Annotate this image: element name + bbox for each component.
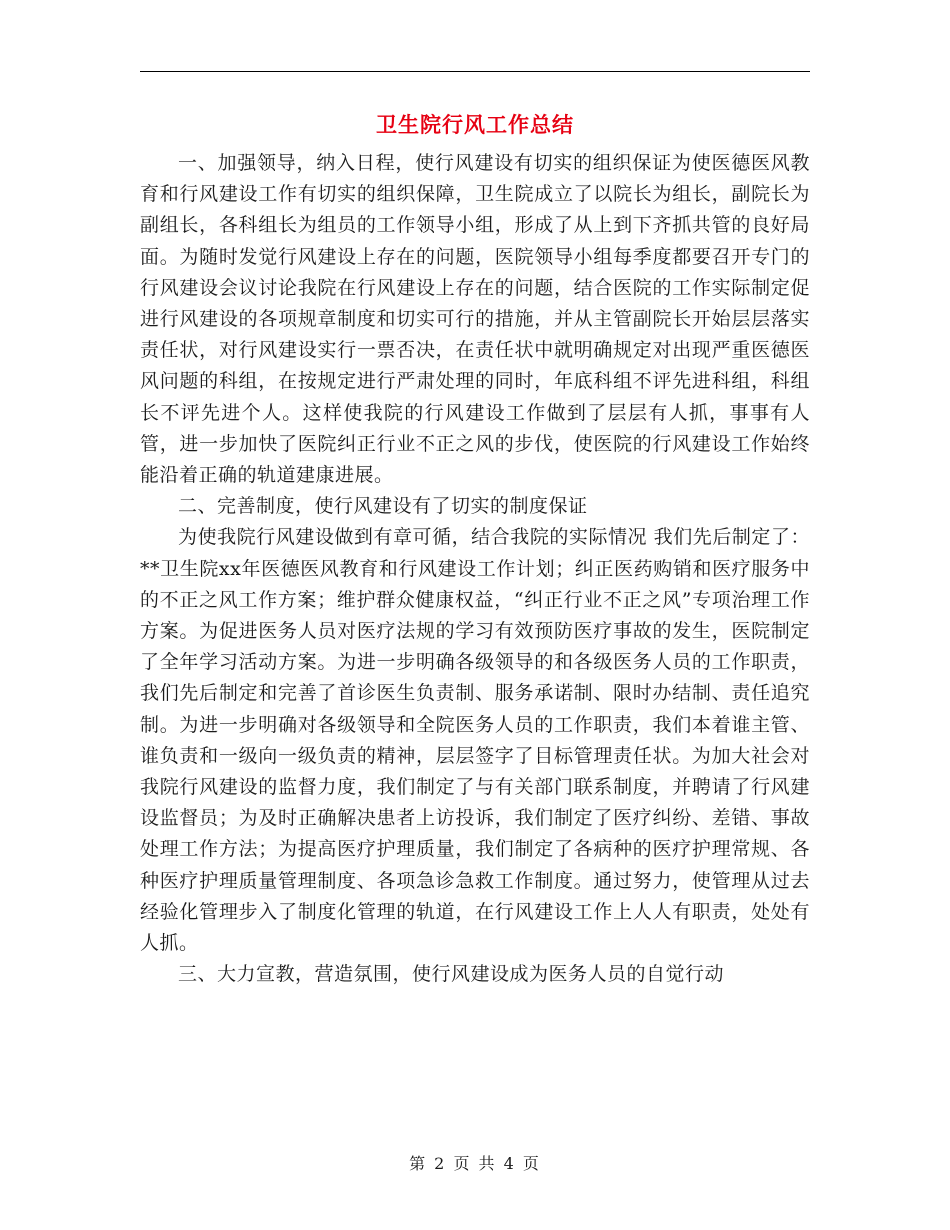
page-number: 第 2 页 共 4 页: [409, 1154, 541, 1173]
section-heading: 三、大力宣教，营造氛围，使行风建设成为医务人员的自觉行动: [178, 963, 725, 986]
paragraph: 一、加强领导，纳入日程，使行风建设有切实的组织保证为使医德医风教育和行风建设工作有切实的组织保障，卫生院成立了以院长为组长，副院长为副组长，各科组长为组员的工作领导小组，形成了从上到下齐抓共管的良好局面。为随时发觉行风建设上存在的问题，医院领导小组每季度都要召开专门的行风建设会议讨论我院在行风建设上存在的问题，结合医院的工作实际制定促进行风建设的各项规章制度和切实可行的措施，并从主管副院长开始层层落实责任状，对行风建设实行一票否决，在责任状中就明确规定对出现严重医德医风问题的科组，在按规定进行严肃处理的同时，年底科组不评先进科组，科组长不评先进个人。这样使我院的行风建设工作做到了层层有人抓，事事有人管，进一步加快了医院纠正行业不正之风的步伐，使医院的行风建设工作始终能沿着正确的轨道建康进展。: [140, 152, 810, 487]
header-rule: [140, 71, 810, 72]
document-title: 卫生院行风工作总结: [376, 112, 574, 137]
paragraph: 为使我院行风建设做到有章可循，结合我院的实际情况 我们先后制定了：**卫生院xx年医德医风教育和行风建设工作计划；纠正医药购销和医疗服务中的不正之风工作方案；维护群众健康权益，“纠正行业不正之风”专项治理工作方案。为促进医务人员对医疗法规的学习有效预防医疗事故的发生，医院制定了全年学习活动方案。为进一步明确各级领导的和各级医务人员的工作职责，我们先后制定和完善了首诊医生负责制、服务承诺制、限时办结制、责任追究制。为进一步明确对各级领导和全院医务人员的工作职责，我们本着谁主管、谁负责和一级向一级负责的精神，层层签字了目标管理责任状。为加大社会对我院行风建设的监督力度，我们制定了与有关部门联系制度，并聘请了行风建设监督员；为及时正确解决患者上访投诉，我们制定了医疗纠纷、差错、事故处理工作方法；为提高医疗护理质量，我们制定了各病种的医疗护理常规、各种医疗护理质量管理制度、各项急诊急救工作制度。通过努力，使管理从过去经验化管理步入了制度化管理的轨道，在行风建设工作上人人有职责，处处有人抓。: [140, 526, 810, 955]
section-heading: 二、完善制度，使行风建设有了切实的制度保证: [178, 495, 588, 518]
document-body: [140, 148, 810, 990]
